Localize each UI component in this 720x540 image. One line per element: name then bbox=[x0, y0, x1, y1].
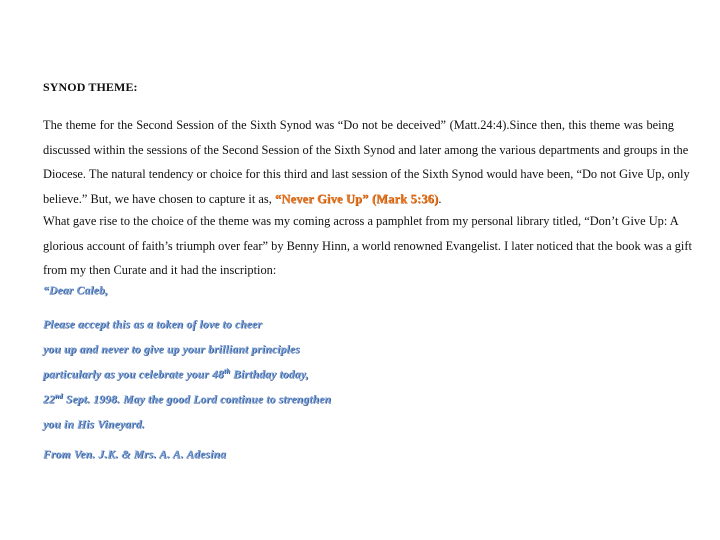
inscription-line: you up and never to give up your brilliant principles bbox=[43, 344, 300, 356]
inscription-text: 22 bbox=[43, 394, 55, 406]
line-suffix: . bbox=[438, 191, 442, 206]
inscription-greeting: “Dear Caleb, bbox=[43, 285, 109, 297]
inscription-line bbox=[43, 394, 331, 406]
line-prefix: believe.” But, we have chosen to capture it as, bbox=[43, 191, 272, 206]
inscription-text: Birthday today, bbox=[230, 369, 309, 381]
ordinal-suffix: th bbox=[223, 367, 231, 376]
ordinal-suffix: nd bbox=[54, 392, 63, 401]
synod-theme-heading: SYNOD THEME: bbox=[43, 80, 138, 94]
paragraph-line: What gave rise to the choice of the theme was my coming across a pamphlet from my personal library titled, “Don’t Give Up: A bbox=[43, 214, 679, 228]
theme-emphasis: “Never Give Up” (Mark 5:36) bbox=[274, 191, 439, 206]
paragraph-line: from my then Curate and it had the inscription: bbox=[43, 263, 277, 277]
paragraph-line: glorious account of faith’s triumph over fear” by Benny Hinn, a world renowned Evangelist. I later noticed that the book was a gift bbox=[43, 238, 692, 253]
inscription-line: you in His Vineyard. bbox=[43, 419, 145, 431]
paragraph-line: discussed within the sessions of the Second Session of the Sixth Synod and later among the various departments and groups in the bbox=[43, 142, 689, 157]
paragraph-line: The theme for the Second Session of the Sixth Synod was “Do not be deceived” (Matt.24:4).Since then, this theme was being bbox=[43, 118, 674, 132]
paragraph-line bbox=[43, 187, 674, 212]
paragraph-theme-origin bbox=[43, 209, 692, 283]
paragraph-theme-history bbox=[43, 113, 690, 211]
inscription-line bbox=[43, 369, 309, 381]
inscription-line: Please accept this as a token of love to cheer bbox=[43, 319, 263, 331]
paragraph-line: Diocese. The natural tendency or choice for this third and last session of the Sixth Synod would have been, “Do not Give Up, only bbox=[43, 167, 690, 181]
inscription-text: Sept. 1998. May the good Lord continue to strengthen bbox=[62, 394, 332, 406]
inscription-signature: From Ven. J.K. & Mrs. A. A. Adesina bbox=[43, 449, 227, 461]
inscription-text: particularly as you celebrate your 48 bbox=[43, 369, 224, 381]
